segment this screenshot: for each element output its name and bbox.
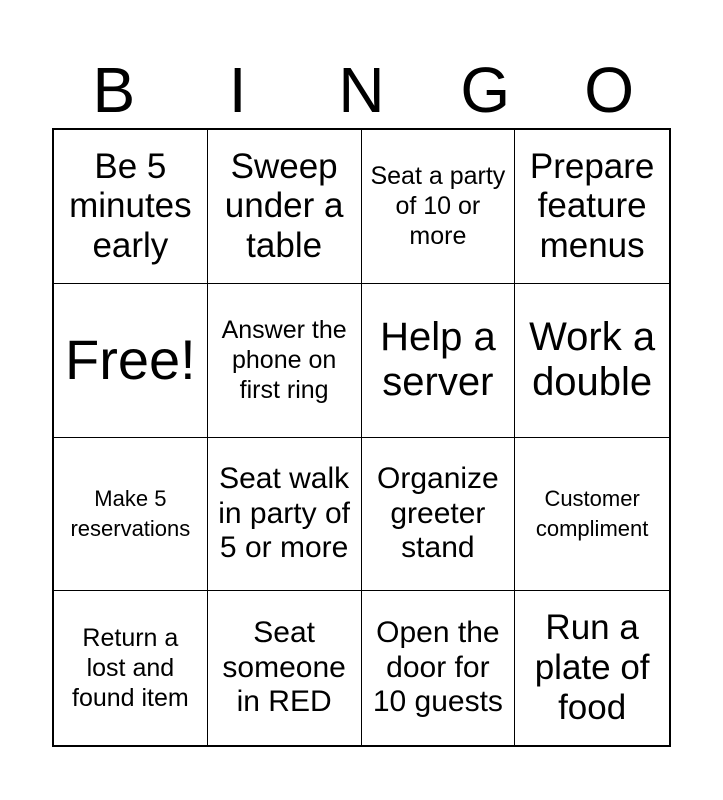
bingo-cell-text: Help a server bbox=[380, 315, 496, 405]
bingo-cell-text: Open the door for 10 guests bbox=[372, 616, 503, 719]
bingo-cell[interactable] bbox=[362, 284, 516, 438]
header-letter-n: N bbox=[338, 54, 385, 126]
bingo-cell[interactable] bbox=[208, 130, 362, 284]
bingo-cell-text: Answer the phone on first ring bbox=[221, 316, 347, 405]
bingo-cell-text: Make 5 reservations bbox=[70, 486, 191, 541]
bingo-cell[interactable] bbox=[515, 284, 669, 438]
bingo-cell-text: Sweep under a table bbox=[224, 146, 344, 266]
bingo-cell[interactable] bbox=[362, 438, 516, 592]
header-letter-b: B bbox=[92, 54, 136, 126]
bingo-card-grid bbox=[52, 128, 671, 747]
bingo-cell[interactable] bbox=[515, 591, 669, 745]
bingo-cell[interactable] bbox=[54, 130, 208, 284]
bingo-cell[interactable] bbox=[515, 130, 669, 284]
bingo-cell-text: Seat someone in RED bbox=[222, 616, 346, 719]
header-letter-o: O bbox=[584, 54, 634, 126]
bingo-cell-text: Run a plate of food bbox=[534, 608, 650, 728]
bingo-cell-text: Return a lost and found item bbox=[72, 624, 189, 713]
bingo-cell-text: Work a double bbox=[529, 315, 656, 405]
bingo-cell[interactable] bbox=[362, 130, 516, 284]
bingo-cell[interactable] bbox=[54, 591, 208, 745]
header-letter-g: G bbox=[460, 54, 511, 126]
bingo-cell[interactable] bbox=[208, 438, 362, 592]
bingo-cell[interactable] bbox=[515, 438, 669, 592]
bingo-cell[interactable] bbox=[208, 591, 362, 745]
bingo-cell[interactable] bbox=[362, 591, 516, 745]
bingo-cell-text: Seat a party of 10 or more bbox=[370, 162, 506, 251]
bingo-cell-text: Organize greeter stand bbox=[377, 462, 499, 565]
header-letter-i: I bbox=[228, 54, 247, 126]
bingo-cell-text: Customer compliment bbox=[535, 486, 649, 541]
bingo-cell-text: Prepare feature menus bbox=[529, 146, 655, 266]
bingo-cell[interactable] bbox=[54, 438, 208, 592]
bingo-header bbox=[52, 52, 671, 128]
bingo-cell-text: Free! bbox=[65, 328, 196, 392]
bingo-cell-text: Be 5 minutes early bbox=[69, 146, 192, 266]
bingo-cell-text: Seat walk in party of 5 or more bbox=[218, 462, 350, 565]
bingo-cell[interactable] bbox=[208, 284, 362, 438]
bingo-free-cell[interactable] bbox=[54, 284, 208, 438]
